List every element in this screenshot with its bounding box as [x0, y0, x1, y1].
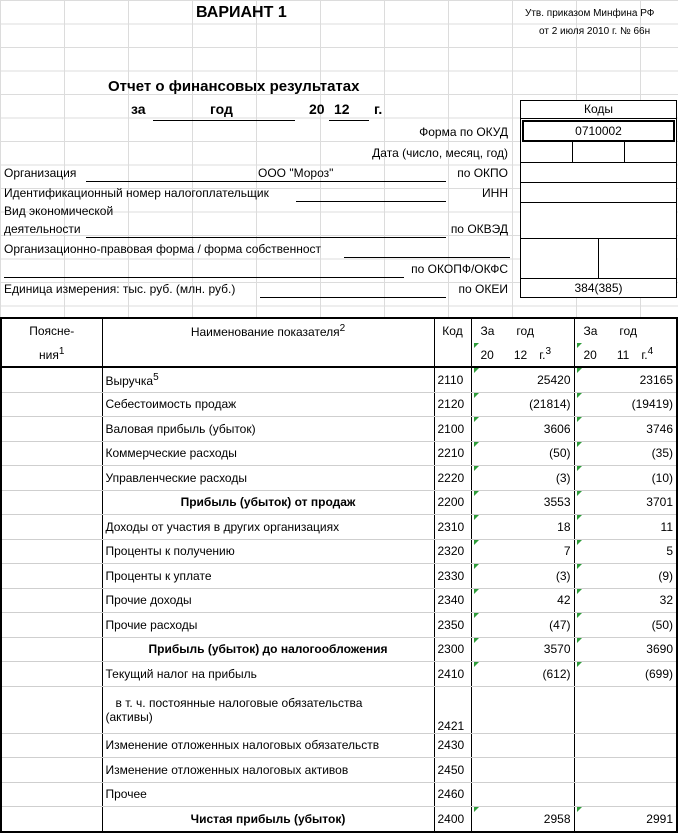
- row-code: 2340: [434, 588, 471, 613]
- row-note-cell[interactable]: [1, 637, 102, 662]
- period-prefix: за: [131, 101, 146, 117]
- table-row: [1, 807, 677, 832]
- row-name: Проценты к получению: [102, 539, 434, 564]
- col-current-header-top: За год: [471, 318, 574, 343]
- row-code: 2460: [434, 782, 471, 807]
- row-value-current[interactable]: [471, 758, 574, 783]
- row-name: Чистая прибыль (убыток): [102, 807, 434, 832]
- row-value-current[interactable]: [471, 782, 574, 807]
- row-value-current[interactable]: 7: [471, 539, 574, 564]
- col-code-header: Код: [434, 318, 471, 343]
- col-previous-header-year: 20 11 г.$^4$: [574, 343, 677, 368]
- table-row: [1, 539, 677, 564]
- row-code: 2120: [434, 392, 471, 417]
- okei-label: по ОКЕИ: [458, 282, 508, 296]
- table-row: [1, 466, 677, 491]
- activity-label-2: деятельности: [4, 222, 81, 236]
- row-note-cell[interactable]: [1, 564, 102, 589]
- row-code: 2110: [434, 367, 471, 392]
- row-value-previous[interactable]: [574, 686, 677, 733]
- row-value-previous[interactable]: (50): [574, 613, 677, 638]
- row-value-current[interactable]: (50): [471, 441, 574, 466]
- org-label: Организация: [4, 166, 77, 180]
- table-row: [1, 515, 677, 540]
- row-name: Прибыль (убыток) до налогообложения: [102, 637, 434, 662]
- okud-label: Форма по ОКУД: [419, 125, 508, 139]
- row-name: Изменение отложенных налоговых обязательств: [102, 733, 434, 758]
- row-value-previous[interactable]: 3701: [574, 490, 677, 515]
- inn-label: Идентификационный номер налогоплательщик: [4, 186, 269, 200]
- row-code: 2220: [434, 466, 471, 491]
- row-note-cell[interactable]: [1, 392, 102, 417]
- activity-label-1: Вид экономической: [4, 204, 114, 218]
- date-label: Дата (число, месяц, год): [372, 146, 508, 160]
- approved-line-1: Утв. приказом Минфина РФ: [525, 8, 655, 19]
- row-name: Доходы от участия в других организациях: [102, 515, 434, 540]
- row-value-previous[interactable]: 23165: [574, 367, 677, 392]
- row-value-previous[interactable]: (699): [574, 662, 677, 687]
- row-value-previous[interactable]: 3690: [574, 637, 677, 662]
- row-name: в т. ч. постоянные налоговые обязательства (активы): [102, 686, 434, 733]
- row-note-cell[interactable]: [1, 441, 102, 466]
- row-note-cell[interactable]: [1, 367, 102, 392]
- row-value-current[interactable]: 2958: [471, 807, 574, 832]
- row-note-cell[interactable]: [1, 466, 102, 491]
- row-code: 2100: [434, 417, 471, 442]
- row-name: Прочие расходы: [102, 613, 434, 638]
- row-note-cell[interactable]: [1, 417, 102, 442]
- row-value-previous[interactable]: (35): [574, 441, 677, 466]
- table-row: [1, 686, 677, 733]
- row-value-previous[interactable]: (19419): [574, 392, 677, 417]
- okopf-label: по ОКОПФ/ОКФС: [411, 262, 508, 276]
- approved-line-2: от 2 июля 2010 г. № 66н: [539, 26, 651, 37]
- row-value-previous[interactable]: [574, 733, 677, 758]
- row-name: Текущий налог на прибыль: [102, 662, 434, 687]
- form-label: Организационно-правовая форма / форма собственност: [4, 242, 321, 256]
- row-value-current[interactable]: [471, 733, 574, 758]
- row-name: Изменение отложенных налоговых активов: [102, 758, 434, 783]
- row-code: 2210: [434, 441, 471, 466]
- row-note-cell[interactable]: [1, 686, 102, 733]
- row-code: 2410: [434, 662, 471, 687]
- row-value-previous[interactable]: 11: [574, 515, 677, 540]
- table-row: [1, 417, 677, 442]
- col-current-header-year: 20 12 г.$^3$: [471, 343, 574, 368]
- col-name-header: Наименование показателя$^2$: [102, 318, 434, 343]
- row-value-current[interactable]: 3570: [471, 637, 574, 662]
- row-code: 2310: [434, 515, 471, 540]
- year-prefix: 20: [309, 101, 325, 117]
- table-row: [1, 490, 677, 515]
- table-row: [1, 588, 677, 613]
- row-note-cell[interactable]: [1, 662, 102, 687]
- row-note-cell[interactable]: [1, 758, 102, 783]
- report-title: Отчет о финансовых результатах: [108, 78, 360, 95]
- okud-value: 0710002: [575, 124, 622, 138]
- row-name: Прочее: [102, 782, 434, 807]
- row-code: 2350: [434, 613, 471, 638]
- unit-label: Единица измерения: тыс. руб. (млн. руб.): [4, 282, 236, 296]
- row-name: Валовая прибыль (убыток): [102, 417, 434, 442]
- inn-code-label: ИНН: [482, 186, 508, 200]
- codes-title: Коды: [583, 102, 614, 116]
- row-value-previous[interactable]: 5: [574, 539, 677, 564]
- table-row: [1, 662, 677, 687]
- row-value-previous[interactable]: 2991: [574, 807, 677, 832]
- row-value-current[interactable]: 3553: [471, 490, 574, 515]
- table-row: [1, 392, 677, 417]
- row-note-cell[interactable]: [1, 515, 102, 540]
- row-value-current[interactable]: (3): [471, 466, 574, 491]
- table-row: [1, 758, 677, 783]
- row-value-current[interactable]: 42: [471, 588, 574, 613]
- year-suffix: 12: [334, 101, 350, 117]
- row-value-previous[interactable]: [574, 782, 677, 807]
- row-code: 2320: [434, 539, 471, 564]
- row-code: 2430: [434, 733, 471, 758]
- row-name: Прочие доходы: [102, 588, 434, 613]
- table-row: [1, 441, 677, 466]
- year-g: г.: [374, 101, 383, 117]
- table-row: [1, 782, 677, 807]
- row-value-current[interactable]: 3606: [471, 417, 574, 442]
- row-value-previous[interactable]: 32: [574, 588, 677, 613]
- row-note-cell[interactable]: [1, 782, 102, 807]
- row-value-current[interactable]: 18: [471, 515, 574, 540]
- row-note-cell[interactable]: [1, 733, 102, 758]
- row-name: Проценты к уплате: [102, 564, 434, 589]
- row-value-previous[interactable]: [574, 758, 677, 783]
- row-value-current[interactable]: (21814): [471, 392, 574, 417]
- col-previous-header-top: За год: [574, 318, 677, 343]
- row-value-current[interactable]: 25420: [471, 367, 574, 392]
- table-row: [1, 637, 677, 662]
- table-row: [1, 613, 677, 638]
- row-name: Прибыль (убыток) от продаж: [102, 490, 434, 515]
- row-note-cell[interactable]: [1, 539, 102, 564]
- financial-results-table: [0, 317, 678, 833]
- row-note-cell[interactable]: [1, 588, 102, 613]
- row-note-cell[interactable]: [1, 490, 102, 515]
- table-row: [1, 367, 677, 392]
- org-value: ООО "Мороз": [258, 166, 334, 180]
- period-word: год: [210, 101, 233, 117]
- okved-label: по ОКВЭД: [450, 222, 508, 236]
- table-row: [1, 733, 677, 758]
- row-code: 2200: [434, 490, 471, 515]
- row-value-current[interactable]: (47): [471, 613, 574, 638]
- row-name: Управленческие расходы: [102, 466, 434, 491]
- col-notes-header: Поясне-: [1, 318, 102, 343]
- row-code: 2450: [434, 758, 471, 783]
- row-value-current[interactable]: (612): [471, 662, 574, 687]
- row-note-cell[interactable]: [1, 807, 102, 832]
- row-code: 2330: [434, 564, 471, 589]
- row-name: Выручка$^5$: [102, 367, 434, 392]
- row-code: 2300: [434, 637, 471, 662]
- row-value-current[interactable]: [471, 686, 574, 733]
- row-value-previous[interactable]: (10): [574, 466, 677, 491]
- row-note-cell[interactable]: [1, 613, 102, 638]
- okei-value: 384(385): [574, 281, 623, 295]
- row-name: Себестоимость продаж: [102, 392, 434, 417]
- row-value-previous[interactable]: (9): [574, 564, 677, 589]
- row-code: 2421: [434, 686, 471, 733]
- row-name: Коммерческие расходы: [102, 441, 434, 466]
- row-value-current[interactable]: (3): [471, 564, 574, 589]
- col-notes-header-2: ния$^1$: [1, 343, 102, 368]
- row-value-previous[interactable]: 3746: [574, 417, 677, 442]
- row-code: 2400: [434, 807, 471, 832]
- variant-title: ВАРИАНТ 1: [196, 4, 287, 21]
- okpo-label: по ОКПО: [457, 166, 508, 180]
- table-row: [1, 564, 677, 589]
